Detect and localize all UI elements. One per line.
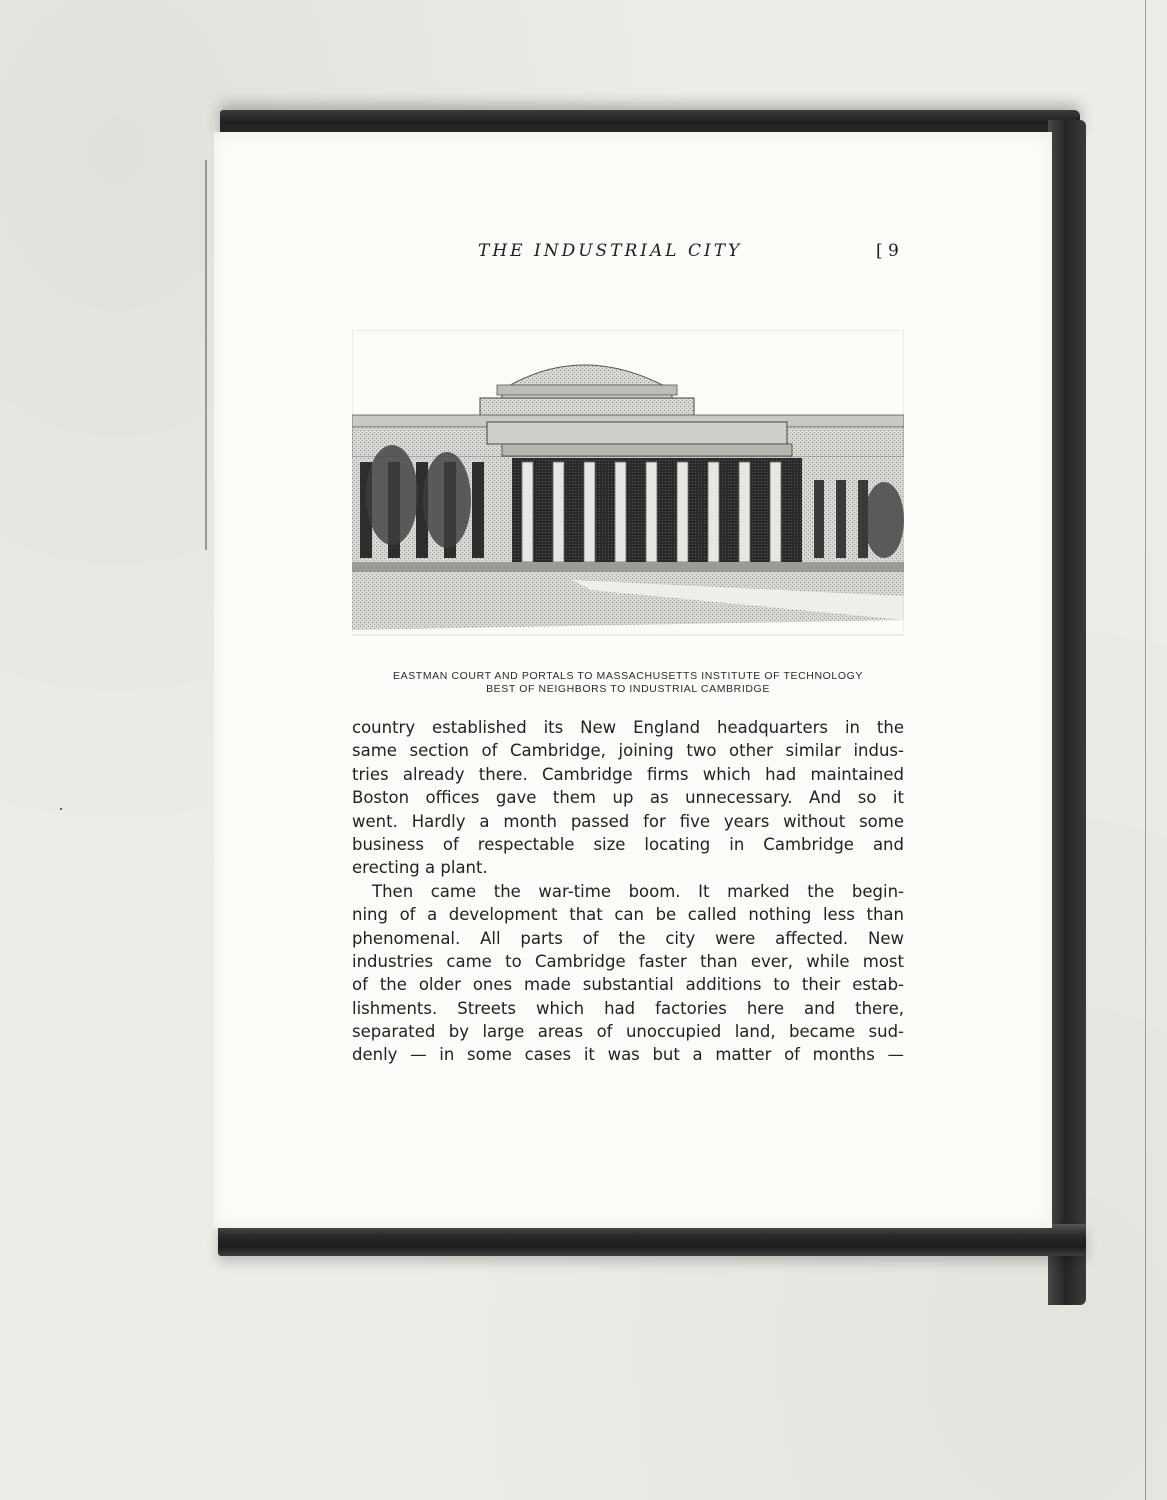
- page-number: [ 9: [876, 241, 899, 261]
- text-line: separated by large areas of unoccupied land, became sud-: [352, 1022, 904, 1042]
- caption-line: BEST OF NEIGHBORS TO INDUSTRIAL CAMBRIDGE: [486, 683, 770, 695]
- text-line: ning of a development that can be called nothing less than: [352, 905, 904, 925]
- scan-speck: [60, 808, 62, 810]
- book-frame-bottom: [218, 1224, 1086, 1256]
- text-line: industries came to Cambridge faster than ever, while most: [352, 951, 904, 971]
- text-line: country established its New England headquarters in the: [352, 718, 904, 737]
- text-line: Boston offices gave them up as unnecessary. And so it: [352, 788, 904, 808]
- running-head-title: THE INDUSTRIAL CITY: [478, 241, 743, 261]
- body-text: [352, 716, 904, 1067]
- building-photo-icon: [352, 330, 904, 640]
- scan-edge-line: [1145, 0, 1146, 1500]
- text-line: went. Hardly a month passed for five years without some: [352, 811, 904, 831]
- text-line: same section of Cambridge, joining two other similar indus-: [352, 741, 904, 761]
- text-line: lishments. Streets which had factories here and there,: [352, 998, 904, 1018]
- text-line: business of respectable size locating in Cambridge and: [352, 834, 904, 854]
- scan-edge-line-left: [205, 160, 207, 550]
- text-line: tries already there. Cambridge firms which had maintained: [352, 764, 904, 784]
- text-line: erecting a plant.: [352, 858, 488, 878]
- caption-line: EASTMAN COURT AND PORTALS TO MASSACHUSETTS INSTITUTE OF TECHNOLOGY: [393, 670, 863, 682]
- text-line: denly — in some cases it was but a matter of months —: [352, 1045, 904, 1065]
- building-photo: [352, 330, 904, 640]
- text-line: phenomenal. All parts of the city were affected. New: [352, 928, 904, 948]
- text-line: Then came the war-time boom. It marked the begin-: [372, 881, 904, 901]
- book-frame-right: [1048, 120, 1086, 1305]
- text-line: of the older ones made substantial additions to their estab-: [352, 975, 904, 995]
- figure-caption: [340, 670, 916, 696]
